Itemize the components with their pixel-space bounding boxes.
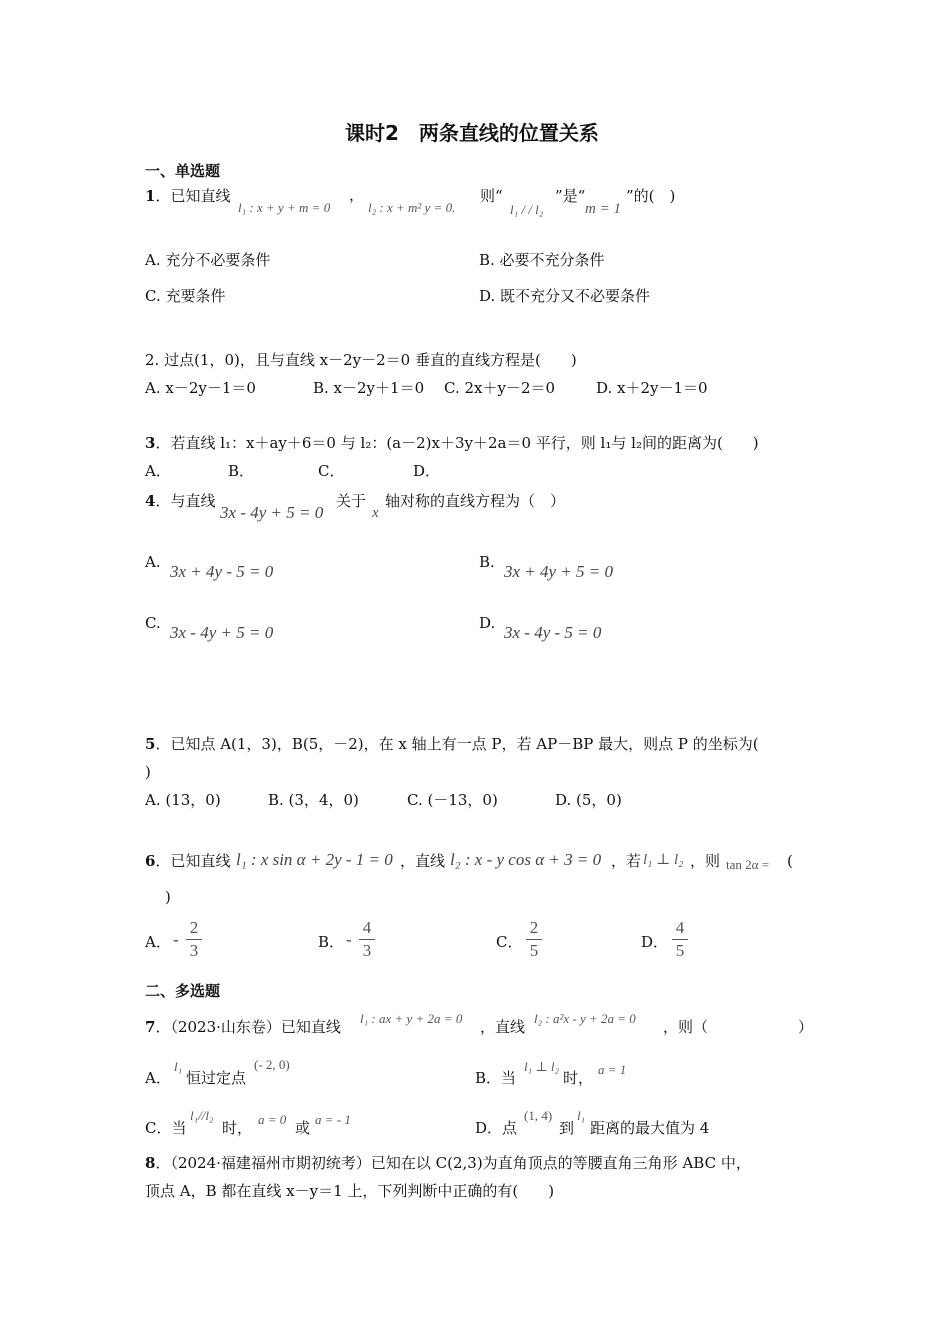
q7-option-d[interactable]: D．点 (475, 1119, 518, 1137)
q6-option-c[interactable]: C． (496, 933, 523, 951)
q7-line-l1: l₁ : ax + y + 2a = 0 (360, 1011, 463, 1026)
q7-option-c-parallel: l₁//l₂ (190, 1108, 214, 1123)
q6-stem-text: ．已知直线 (155, 852, 231, 870)
q1-separator: ， (349, 186, 365, 204)
q2-stem: 2. 过点(1，0)，且与直线 x－2y－2＝0 垂直的直线方程是( ) (145, 351, 577, 369)
q3-number: 3 (145, 434, 156, 452)
q6-then: ，则 (690, 852, 721, 870)
q6-option-b-sign: - (346, 930, 352, 949)
q8-number: 8 (145, 1154, 156, 1172)
q7-stem (145, 1018, 341, 1036)
q7-option-a-point: (- 2, 0) (254, 1057, 290, 1072)
q4-option-d[interactable]: 3x - 4y - 5 = 0 (504, 623, 602, 642)
q4-about: 关于 (336, 492, 367, 510)
q6-mid: ，直线 (400, 852, 446, 870)
q4-option-b[interactable]: 3x + 4y + 5 = 0 (504, 562, 614, 581)
q8-stem-line2: 顶点 A，B 都在直线 x－y＝1 上，下列判断中正确的有( ) (145, 1182, 555, 1200)
q6-option-b-fraction (359, 918, 375, 961)
q4-option-b-label[interactable]: B. (479, 553, 495, 571)
q4-stem-end: 轴对称的直线方程为（ ） (385, 492, 566, 510)
q5-stem-text: ．已知点 A(1，3)，B(5，－2)，在 x 轴上有一点 P，若 AP－BP 最大，则点 P 的坐标为( (155, 735, 759, 753)
q6-option-a-num: 2 (189, 918, 199, 937)
q3-stem-text: ．若直线 l₁：x＋ay＋6＝0 与 l₂：(a－2)x＋3y＋2a＝0 平行，则 l₁与 l₂间的距离为( ) (155, 434, 759, 452)
q6-mid2: ，若 (611, 852, 642, 870)
q7-option-c-a1: a = - 1 (315, 1112, 351, 1127)
q6-option-d-fraction (672, 918, 688, 961)
page-title: 课时2 两条直线的位置关系 (345, 121, 599, 145)
q4-option-a[interactable]: 3x + 4y - 5 = 0 (170, 562, 274, 581)
q7-option-b-text: 时， (563, 1069, 594, 1087)
q1-end: ”的( ) (626, 187, 676, 205)
q6-line-l1: l₁ : x sin α + 2y - 1 = 0 (236, 850, 393, 869)
q2-option-b[interactable]: B. x－2y＋1＝0 (313, 379, 425, 397)
q5-option-d[interactable]: D. (5，0) (555, 791, 622, 809)
q6-option-c-fraction (526, 918, 542, 961)
q5-number: 5 (145, 735, 156, 753)
q1-is: ”是“ (555, 187, 586, 205)
q7-option-b[interactable]: B．当 (475, 1069, 517, 1087)
q6-option-c-num: 2 (529, 918, 539, 937)
q6-option-a[interactable]: A． (145, 933, 171, 951)
q1-stem-text: ．已知直线 (155, 187, 231, 205)
q5-stem-cont: ) (145, 763, 151, 781)
q6-option-a-fraction (186, 918, 202, 961)
q8-line1-text: ．（2024·福建福州市期初统考）已知在以 C(2,3)为直角顶点的等腰直角三角形 ABC 中， (155, 1154, 751, 1172)
q6-option-b-num: 4 (362, 918, 372, 937)
q7-mid: ，直线 (480, 1018, 526, 1036)
q7-option-c-or: 或 (295, 1119, 311, 1137)
q7-option-d-point: (1, 4) (524, 1108, 553, 1123)
q6-option-b[interactable]: B． (318, 933, 345, 951)
q1-stem (145, 187, 230, 205)
q3-stem (145, 434, 759, 452)
q7-option-a[interactable]: A． (145, 1069, 171, 1087)
q7-option-d-l1: l₁ (577, 1108, 586, 1123)
q7-end: ，则（ ） (663, 1018, 814, 1036)
q3-option-d[interactable]: D． (413, 462, 441, 480)
q1-number: 1 (145, 187, 156, 205)
q1-option-c[interactable]: C. 充要条件 (145, 287, 226, 305)
q1-line-l2: l₂ : x + m² y = 0. (368, 200, 456, 215)
q7-option-b-perp: l₁ ⊥ l₂ (524, 1059, 559, 1074)
q7-option-c[interactable]: C．当 (145, 1119, 187, 1137)
q8-stem-line1 (145, 1154, 751, 1172)
q6-end2: ) (165, 888, 171, 906)
q4-stem-text: ．与直线 (155, 492, 216, 510)
q4-option-d-label[interactable]: D. (479, 614, 496, 632)
q6-number: 6 (145, 852, 156, 870)
q7-option-d-text: 距离的最大值为 4 (590, 1119, 710, 1137)
q4-number: 4 (145, 492, 156, 510)
q5-option-a[interactable]: A. (13，0) (145, 791, 221, 809)
q3-option-a[interactable]: A． (145, 462, 171, 480)
q6-tan: tan 2α = (726, 857, 770, 872)
q7-option-d-to: 到 (559, 1119, 575, 1137)
section-single-choice: 一、单选题 (145, 162, 221, 180)
q4-option-c-label[interactable]: C. (145, 614, 161, 632)
q7-number: 7 (145, 1018, 156, 1036)
q2-option-c[interactable]: C. 2x＋y－2＝0 (444, 379, 556, 397)
q4-option-c[interactable]: 3x - 4y + 5 = 0 (170, 623, 274, 642)
q6-end: ( (787, 852, 793, 870)
q6-option-d-num: 4 (675, 918, 685, 937)
q6-line-l2: l₂ : x - y cos α + 3 = 0 (450, 850, 602, 869)
q1-then: 则“ (480, 187, 503, 205)
q7-option-c-text: 时， (222, 1119, 253, 1137)
q6-option-d-den: 5 (675, 941, 685, 960)
q1-m-value: m = 1 (585, 201, 621, 217)
q1-line-l1: l₁ : x + y + m = 0 (238, 200, 331, 215)
q7-source: ．（2023·山东卷）已知直线 (155, 1018, 341, 1036)
q6-perp: l₁ ⊥ l₂ (643, 852, 684, 868)
q7-option-a-l1: l₁ (174, 1059, 183, 1074)
q2-option-d[interactable]: D. x＋2y－1＝0 (596, 379, 708, 397)
q5-option-b[interactable]: B. (3，4，0) (268, 791, 359, 809)
section-multiple-choice: 二、多选题 (145, 982, 221, 1000)
q3-option-b[interactable]: B． (228, 462, 255, 480)
q1-option-b[interactable]: B. 必要不充分条件 (479, 251, 605, 269)
q7-option-c-a0: a = 0 (258, 1112, 287, 1127)
q4-axis-x: x (372, 505, 379, 521)
q7-option-b-a: a = 1 (598, 1062, 627, 1077)
q1-condition: l₁ / / l₂ (510, 202, 544, 217)
q6-option-b-den: 3 (362, 941, 372, 960)
q4-stem (145, 492, 215, 510)
q7-line-l2: l₂ : a²x - y + 2a = 0 (534, 1011, 636, 1026)
q6-stem (145, 852, 230, 870)
q7-option-a-text: 恒过定点 (186, 1069, 247, 1087)
q5-stem (145, 735, 759, 753)
q4-option-a-label[interactable]: A. (145, 553, 161, 571)
q4-equation: 3x - 4y + 5 = 0 (220, 503, 324, 522)
q1-option-a[interactable]: A. 充分不必要条件 (145, 251, 271, 269)
q6-option-a-sign: - (173, 930, 179, 949)
q6-option-d[interactable]: D． (641, 933, 669, 951)
q1-option-d[interactable]: D. 既不充分又不必要条件 (479, 287, 651, 305)
q5-option-c[interactable]: C. (－13，0) (407, 791, 498, 809)
q6-option-c-den: 5 (529, 941, 539, 960)
q2-option-a[interactable]: A. x－2y－1＝0 (145, 379, 256, 397)
q3-option-c[interactable]: C． (318, 462, 345, 480)
q6-option-a-den: 3 (189, 941, 199, 960)
